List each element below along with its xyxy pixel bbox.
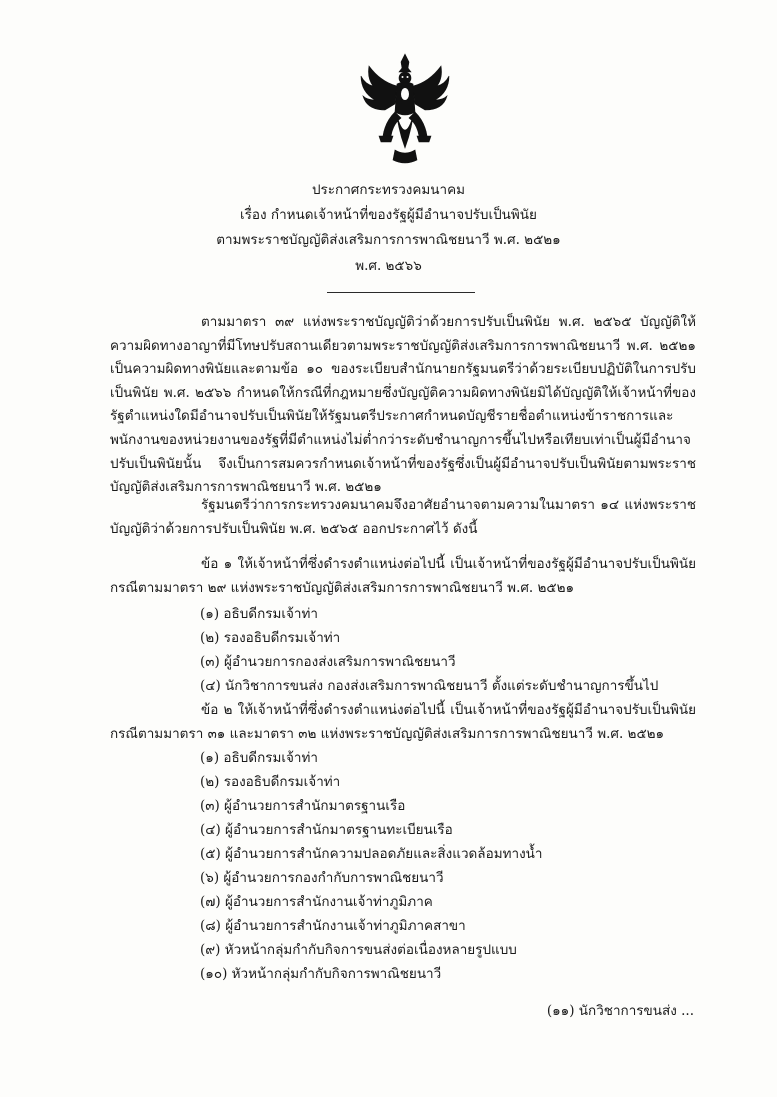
- clause-2-item: (๔) ผู้อำนวยการสำนักมาตรฐานทะเบียนเรือ: [200, 822, 453, 838]
- clause-1-item: (๓) ผู้อำนวยการกองส่งเสริมการพาณิชยนาวี: [200, 654, 456, 670]
- clause-2-text: ข้อ ๒ ให้เจ้าหน้าที่ซึ่งดำรงตำแหน่งต่อไปนี้ เป็นเจ้าหน้าที่ของรัฐผู้มีอำนาจปรับเป็นพินัยกรณีตามมาตรา ๓๑ และมาตรา ๓๒ แห่งพระราชบัญญัติส่งเสริมการการพาณิชยนาวี พ.ศ. ๒๕๒๑: [110, 702, 696, 742]
- clause-1-item: (๒) รองอธิบดีกรมเจ้าท่า: [200, 630, 341, 646]
- announcement-year: พ.ศ. ๒๕๖๖: [355, 258, 422, 274]
- clause-2-item: (๑๐) หัวหน้ากลุ่มกำกับกิจการพาณิชยนาวี: [200, 966, 442, 982]
- clause-2-item: (๘) ผู้อำนวยการสำนักงานเจ้าท่าภูมิภาคสาขา: [200, 918, 466, 934]
- clause-2-item: (๒) รองอธิบดีกรมเจ้าท่า: [200, 774, 341, 790]
- clause-1-item: (๑) อธิบดีกรมเจ้าท่า: [200, 606, 318, 622]
- garuda-emblem-icon: [355, 52, 455, 167]
- clause-1-item: (๔) นักวิชาการขนส่ง กองส่งเสริมการพาณิชยนาวี ตั้งแต่ระดับชำนาญการขึ้นไป: [200, 678, 659, 694]
- clause-2-item: (๓) ผู้อำนวยการสำนักมาตรฐานเรือ: [200, 798, 406, 814]
- title-divider: [327, 292, 475, 293]
- announcement-act-reference: ตามพระราชบัญญัติส่งเสริมการการพาณิชยนาวี พ.ศ. ๒๕๒๑: [216, 232, 561, 248]
- page-continuation: (๑๑) นักวิชาการขนส่ง ...: [546, 1003, 694, 1019]
- clause-2-item: (๑) อธิบดีกรมเจ้าท่า: [200, 750, 318, 766]
- clause-2-item: (๙) หัวหน้ากลุ่มกำกับกิจการขนส่งต่อเนื่องหลายรูปแบบ: [200, 942, 517, 958]
- announcement-title: ประกาศกระทรวงคมนาคม: [311, 182, 466, 198]
- clause-1-text: ข้อ ๑ ให้เจ้าหน้าที่ซึ่งดำรงตำแหน่งต่อไปนี้ เป็นเจ้าหน้าที่ของรัฐผู้มีอำนาจปรับเป็นพินัยกรณีตามมาตรา ๒๙ แห่งพระราชบัญญัติส่งเสริมการการพาณิชยนาวี พ.ศ. ๒๕๒๑: [110, 556, 696, 596]
- authority-paragraph: รัฐมนตรีว่าการกระทรวงคมนาคมจึงอาศัยอำนาจตามความในมาตรา ๑๔ แห่งพระราชบัญญัติว่าด้วยการปรับเป็นพินัย พ.ศ. ๒๕๖๕ ออกประกาศไว้ ดังนี้: [110, 497, 696, 537]
- clause-2-item: (๕) ผู้อำนวยการสำนักความปลอดภัยและสิ่งแวดล้อมทางน้ำ: [200, 846, 543, 862]
- clause-2-item: (๖) ผู้อำนวยการกองกำกับการพาณิชยนาวี: [200, 870, 444, 886]
- announcement-subject: เรื่อง กำหนดเจ้าหน้าที่ของรัฐผู้มีอำนาจปรับเป็นพินัย: [240, 207, 537, 223]
- preamble-paragraph: ตามมาตรา ๓๙ แห่งพระราชบัญญัติว่าด้วยการปรับเป็นพินัย พ.ศ. ๒๕๖๕ บัญญัติให้ความผิดทางอาญาที่มีโทษปรับสถานเดียวตามพระราชบัญญัติส่งเสริมการการพาณิชยนาวี พ.ศ. ๒๕๒๑ เป็นความผิดทางพินัยและตามข้อ ๑๐ ของระเบียบสำนักนายกรัฐมนตรีว่าด้วยระเบียบปฏิบัติในการปรับเป็นพินัย พ.ศ. ๒๕๖๖ กำหนดให้กรณีที่กฎหมายซึ่งบัญญัติความผิดทางพินัยมิได้บัญญัติให้เจ้าหน้าที่ของรัฐตำแหน่งใดมีอำนาจปรับเป็นพินัยให้รัฐมนตรีประกาศกำหนดบัญชีรายชื่อตำแหน่งข้าราชการและพนักงานของหน่วยงานของรัฐที่มีตำแหน่งไม่ต่ำกว่าระดับชำนาญการขึ้นไปหรือเทียบเท่าเป็นผู้มีอำนาจปรับเป็นพินัยนั้น จึงเป็นการสมควรกำหนดเจ้าหน้าที่ของรัฐซึ่งเป็นผู้มีอำนาจปรับเป็นพินัยตามพระราชบัญญัติส่งเสริมการการพาณิชยนาวี พ.ศ. ๒๕๒๑: [110, 314, 696, 496]
- clause-2-item: (๗) ผู้อำนวยการสำนักงานเจ้าท่าภูมิภาค: [200, 894, 433, 910]
